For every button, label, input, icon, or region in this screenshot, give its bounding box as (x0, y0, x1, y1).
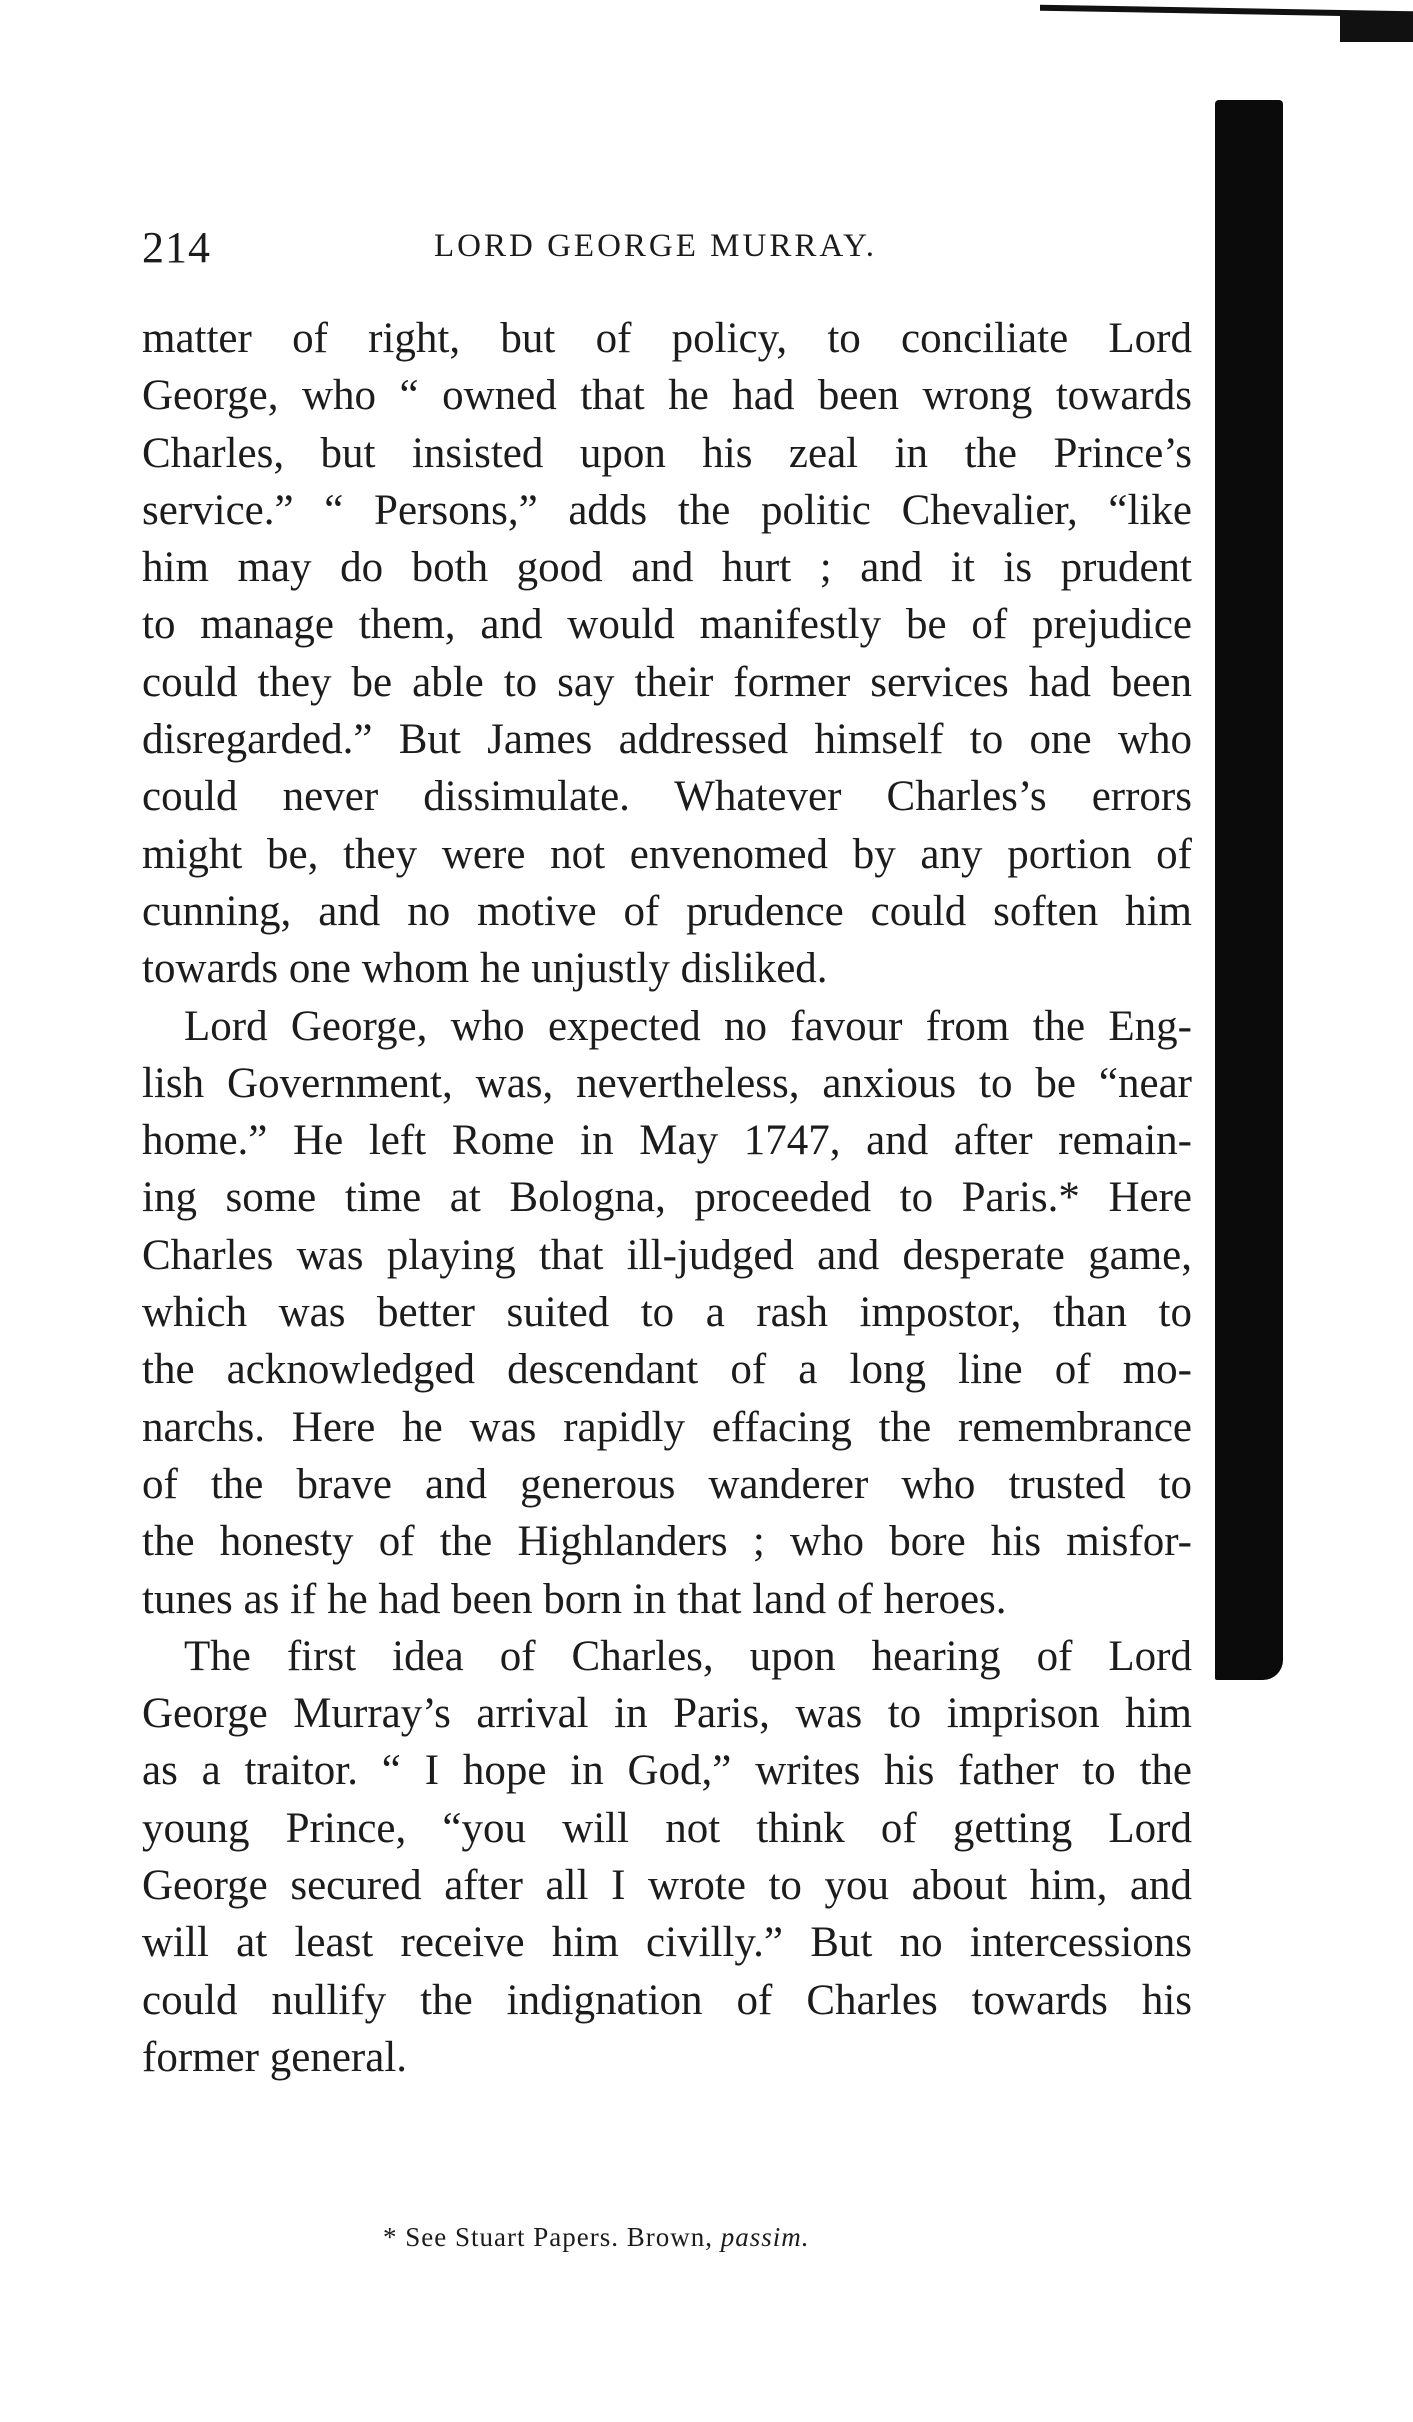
text-line: to manage them, and would manifestly be of prejudice (142, 601, 1192, 649)
text-line: could never dissimulate. Whatever Charles’s errors (142, 773, 1192, 821)
text-line: George secured after all I wrote to you about him, and (142, 1862, 1192, 1910)
text-line: which was better suited to a rash impostor, than to (142, 1289, 1192, 1337)
paragraph-1 (142, 310, 1192, 998)
text-line: disregarded.” But James addressed himself to one who (142, 716, 1192, 764)
text-line: matter of right, but of policy, to conciliate Lord (142, 315, 1192, 362)
text-line: the acknowledged descendant of a long line of mo- (142, 1346, 1192, 1394)
text-line: Charles was playing that ill-judged and desperate game, (142, 1231, 1192, 1279)
paragraph-3 (142, 1628, 1192, 2086)
text-line: of the brave and generous wanderer who trusted to (142, 1460, 1192, 1508)
text-line: towards one whom he unjustly disliked. (142, 945, 828, 993)
footnote-text: See Stuart Papers. Brown, (405, 2222, 713, 2252)
running-title: LORD GEORGE MURRAY. (434, 228, 877, 264)
text-line: ing some time at Bologna, proceeded to Paris.* Here (142, 1174, 1192, 1222)
text-line: The first idea of Charles, upon hearing of Lord (184, 1632, 1192, 1680)
page-number: 214 (142, 223, 211, 272)
text-line: lish Government, was, nevertheless, anxious to be “near (142, 1059, 1192, 1107)
text-line: former general. (142, 2033, 408, 2081)
text-line: George Murray’s arrival in Paris, was to imprison him (142, 1690, 1192, 1738)
text-line: the honesty of the Highlanders ; who bore his misfor- (142, 1518, 1192, 1566)
text-line: as a traitor. “ I hope in God,” writes his father to the (142, 1747, 1192, 1795)
text-line: could they be able to say their former services had been (142, 658, 1192, 706)
text-line: cunning, and no motive of prudence could soften him (142, 887, 1192, 935)
text-line: might be, they were not envenomed by any portion of (142, 830, 1192, 878)
text-line: service.” “ Persons,” adds the politic Chevalier, “like (142, 486, 1192, 534)
text-line: Charles, but insisted upon his zeal in the Prince’s (142, 429, 1192, 477)
text-line: could nullify the indignation of Charles towards his (142, 1976, 1192, 2024)
body-text (142, 310, 1192, 2086)
scan-edge-mark (1340, 12, 1413, 42)
binding-shadow (1215, 100, 1283, 1680)
text-line: Lord George, who expected no favour from the Eng- (184, 1002, 1192, 1050)
text-line: young Prince, “you will not think of getting Lord (142, 1804, 1192, 1852)
text-line: home.” He left Rome in May 1747, and after remain- (142, 1117, 1192, 1165)
text-line: him may do both good and hurt ; and it is prudent (142, 544, 1192, 592)
footnote-marker: * (383, 2222, 398, 2252)
text-line: will at least receive him civilly.” But no intercessions (142, 1919, 1192, 1967)
text-line: tunes as if he had been born in that land of heroes. (142, 1575, 1007, 1623)
text-line: narchs. Here he was rapidly effacing the remembrance (142, 1403, 1192, 1451)
text-line: George, who “ owned that he had been wrong towards (142, 372, 1192, 420)
paragraph-2 (142, 998, 1192, 1628)
footnote-italic: passim. (720, 2222, 810, 2252)
footnote (383, 2222, 809, 2253)
running-head (142, 222, 1202, 282)
